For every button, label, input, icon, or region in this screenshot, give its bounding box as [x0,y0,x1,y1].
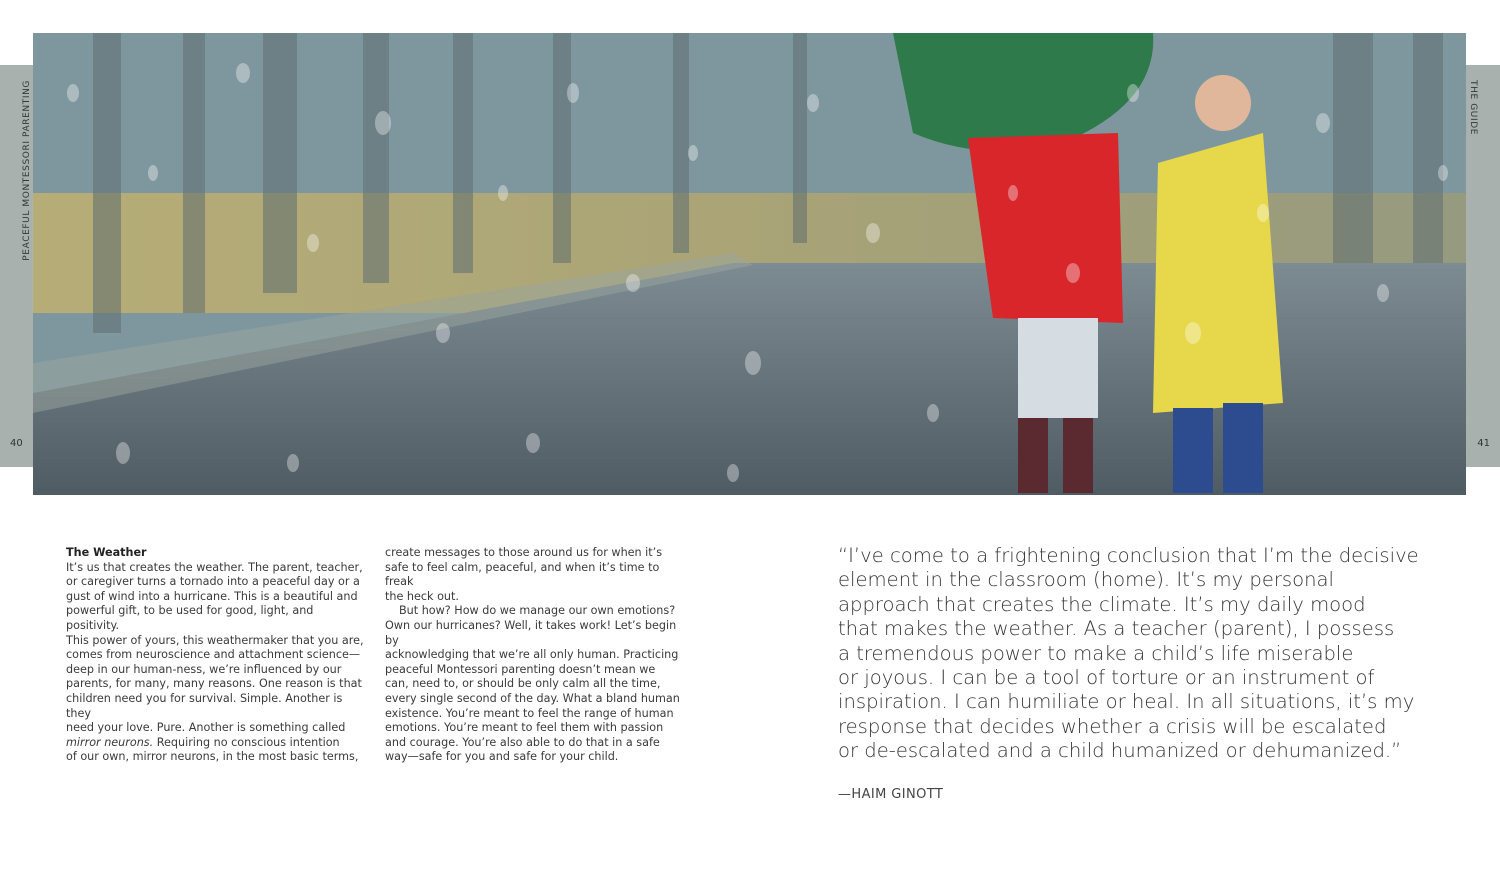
quote-line-1: element in the classroom (home). It’s my personal [838,568,1334,592]
col1-line-6: deep in our human-ness, we’re influenced by our [66,662,342,676]
page-number-left: 40 [10,438,23,449]
col2-para2-line-7: emotions. You’re meant to feel them with passion [385,721,664,735]
red-coat-child [968,133,1123,323]
col1-line-1: or caregiver turns a tornado into a peaceful day or a [66,575,360,589]
col2-para2-line-9: way—safe for you and safe for your child. [385,750,619,764]
hero-photo [33,33,1466,495]
col2-para2-line-3: peaceful Montessori parenting doesn’t mean we [385,662,656,676]
running-head-right: THE GUIDE [1468,80,1478,136]
article-column-1 [66,546,366,765]
section-heading: The Weather [66,546,147,559]
col2-para2-line-6: existence. You’re meant to feel the range of human [385,706,674,720]
quote-line-2: approach that creates the climate. It’s my daily mood [838,592,1366,616]
col1-line-8: children need you for survival. Simple. Another is they [66,691,343,720]
quote-line-5: or joyous. I can be a tool of torture or an instrument of [838,666,1375,690]
yellow-coat-child [1153,133,1283,413]
page-number-right: 41 [1477,438,1490,449]
col1-line-0: It’s us that creates the weather. The parent, teacher, [66,560,363,574]
col1-line-5: comes from neuroscience and attachment science— [66,648,361,662]
col1-line-10-rest: Requiring no conscious intention [153,735,340,749]
quote-line-4: a tremendous power to make a child’s life miserable [838,641,1354,665]
article-column-2 [385,546,690,765]
col2-para2-line-1: Own our hurricanes? Well, it takes work! Let’s begin by [385,618,677,647]
quote-line-6: inspiration. I can humiliate or heal. In all situations, it’s my [838,690,1415,714]
quote-attribution: —HAIM GINOTT [838,787,944,802]
col1-line-4: This power of yours, this weathermaker that you are, [66,633,364,647]
col1-line-11: of our own, mirror neurons, in the most basic terms, [66,750,359,764]
col2-line-1: safe to feel calm, peaceful, and when it’s time to freak [385,560,660,589]
col2-para2-line-5: every single second of the day. What a bland human [385,691,680,705]
col1-line-7: parents, for many, many reasons. One reason is that [66,677,362,691]
col2-line-0: create messages to those around us for when it’s [385,546,663,559]
child-head [1195,75,1251,131]
col1-line-9: need your love. Pure. Another is something called [66,721,346,735]
col2-para2-line-4: can, need to, or should be only calm all the time, [385,677,661,691]
col1-line-10 [66,736,366,751]
col1-line-2: gust of wind into a hurricane. This is a beautiful and [66,589,358,603]
quote-line-3: that makes the weather. As a teacher (parent), I possess [838,617,1395,641]
quote-line-0: “I’ve come to a frightening conclusion that I’m the decisive [838,544,1419,567]
col1-line-3: powerful gift, to be used for good, light, and positivity. [66,604,314,632]
quote-line-8: or de-escalated and a child humanized or dehumanized.” [838,739,1402,763]
italic-term: mirror neurons. [66,735,154,749]
col2-para2-line-2: acknowledging that we’re all only human. Practicing [385,648,679,662]
col2-para2-line-8: and courage. You’re also able to do that in a safe [385,735,660,749]
quote-line-7: response that decides whether a crisis will be escalated [838,714,1387,738]
col2-para2-line-0: But how? How do we manage our own emotions? [399,604,676,618]
pull-quote [838,544,1438,764]
rain-scene-illustration [33,33,1466,495]
running-head-left: PEACEFUL MONTESSORI PARENTING [22,80,32,261]
col2-line-2: the heck out. [385,589,459,603]
